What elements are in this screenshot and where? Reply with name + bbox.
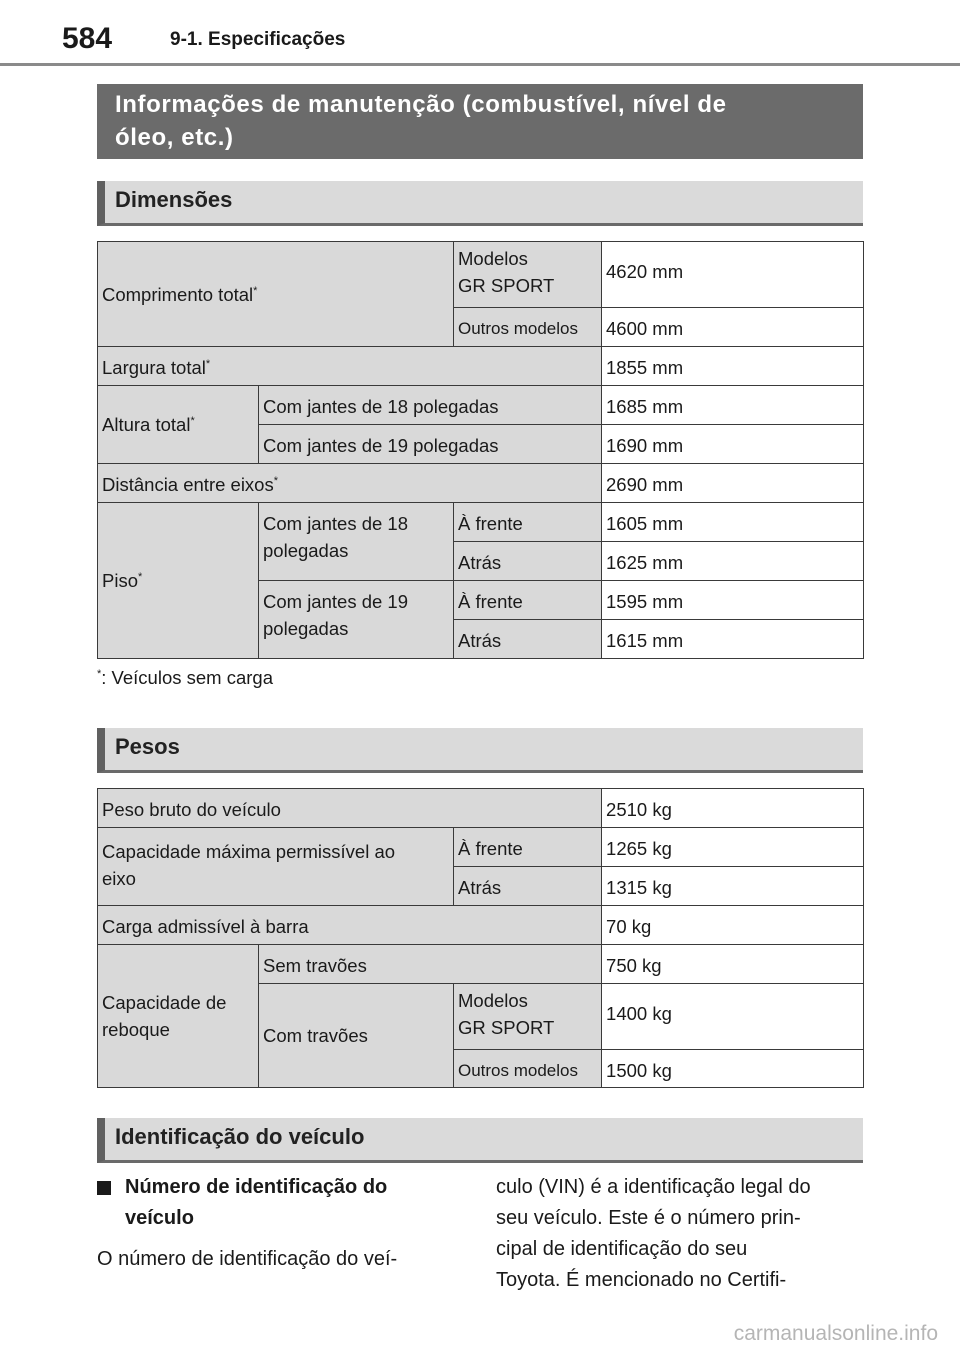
dimensions-table	[97, 241, 864, 659]
towing-capacity-label: Capacidade de reboque	[98, 945, 259, 1088]
unbraked-value: 750 kg	[602, 945, 864, 984]
wheelbase-value: 2690 mm	[602, 464, 864, 503]
axle-rear-value: 1315 kg	[602, 867, 864, 906]
front-label: À frente	[454, 581, 602, 620]
header-rule	[0, 63, 960, 66]
gr-sport-models-cell: Modelos GR SPORT	[454, 984, 602, 1050]
gross-weight-label: Peso bruto do veículo	[98, 789, 602, 828]
roof-load-label: Carga admissível à barra	[98, 906, 602, 945]
length-gr-value: 4620 mm	[602, 242, 864, 308]
dimensions-heading: Dimensões	[97, 181, 863, 226]
rear-label: Atrás	[454, 620, 602, 659]
rear-label: Atrás	[454, 542, 602, 581]
braked-label: Com travões	[259, 984, 454, 1088]
weights-heading: Pesos	[97, 728, 863, 773]
tread-label: Piso*	[98, 503, 259, 659]
wheels-19-label: Com jantes de 19 polegadas	[259, 425, 602, 464]
footnote	[97, 667, 273, 689]
axle-capacity-label: Capacidade máxima permissível ao eixo	[98, 828, 454, 906]
axle-front-value: 1265 kg	[602, 828, 864, 867]
left-column	[97, 1172, 467, 1275]
page-number: 584	[62, 22, 113, 55]
length-other-value: 4600 mm	[602, 308, 864, 347]
vin-paragraph-start: O número de identificação do veí-	[97, 1248, 398, 1270]
table-row	[98, 503, 864, 542]
braked-gr-value: 1400 kg	[602, 984, 864, 1050]
other-models-cell: Outros modelos	[454, 308, 602, 347]
vin-subheading: Número de identificação do veículo	[97, 1172, 467, 1234]
main-title-line: Informações de manutenção (combustível, nível de	[115, 91, 727, 118]
footnote-text: : Veículos sem carga	[101, 667, 274, 688]
square-bullet-icon	[97, 1181, 111, 1195]
tread-19-front-value: 1595 mm	[602, 581, 864, 620]
watermark: carmanualsonline.info	[733, 1322, 938, 1345]
gross-weight-value: 2510 kg	[602, 789, 864, 828]
roof-load-value: 70 kg	[602, 906, 864, 945]
length-label: Comprimento total*	[98, 242, 454, 347]
wheels-18-label: Com jantes de 18 polegadas	[259, 386, 602, 425]
main-title	[97, 84, 863, 159]
width-value: 1855 mm	[602, 347, 864, 386]
gr-sport-models-cell: Modelos GR SPORT	[454, 242, 602, 308]
footnote-mark: *	[97, 667, 102, 680]
tread-18-front-value: 1605 mm	[602, 503, 864, 542]
table-row	[98, 464, 864, 503]
wheelbase-label: Distância entre eixos*	[98, 464, 602, 503]
identification-heading: Identificação do veículo	[97, 1118, 863, 1163]
tread-18-rear-value: 1625 mm	[602, 542, 864, 581]
height-18-value: 1685 mm	[602, 386, 864, 425]
paragraph-line: culo (VIN) é a identificação legal do	[496, 1176, 811, 1198]
front-label: À frente	[454, 828, 602, 867]
table-row	[98, 242, 864, 308]
table-row	[98, 347, 864, 386]
weights-table	[97, 788, 864, 1088]
tread-18-label: Com jantes de 18 polegadas	[259, 503, 454, 581]
table-row	[98, 828, 864, 867]
table-row	[98, 386, 864, 425]
table-row	[98, 789, 864, 828]
rear-label: Atrás	[454, 867, 602, 906]
table-row	[98, 906, 864, 945]
page-header	[0, 0, 960, 68]
height-label: Altura total*	[98, 386, 259, 464]
paragraph-line: seu veículo. Este é o número prin-	[496, 1207, 801, 1229]
unbraked-label: Sem travões	[259, 945, 602, 984]
table-row	[98, 945, 864, 984]
front-label: À frente	[454, 503, 602, 542]
section-reference: 9-1. Especificações	[170, 29, 346, 50]
braked-other-value: 1500 kg	[602, 1050, 864, 1088]
width-label: Largura total*	[98, 347, 602, 386]
other-models-cell: Outros modelos	[454, 1050, 602, 1088]
height-19-value: 1690 mm	[602, 425, 864, 464]
main-title-line: óleo, etc.)	[115, 124, 234, 151]
tread-19-label: Com jantes de 19 polegadas	[259, 581, 454, 659]
tread-19-rear-value: 1615 mm	[602, 620, 864, 659]
paragraph-line: Toyota. É mencionado no Certifi-	[496, 1269, 787, 1291]
right-column	[496, 1172, 866, 1296]
paragraph-line: cipal de identificação do seu	[496, 1238, 748, 1260]
